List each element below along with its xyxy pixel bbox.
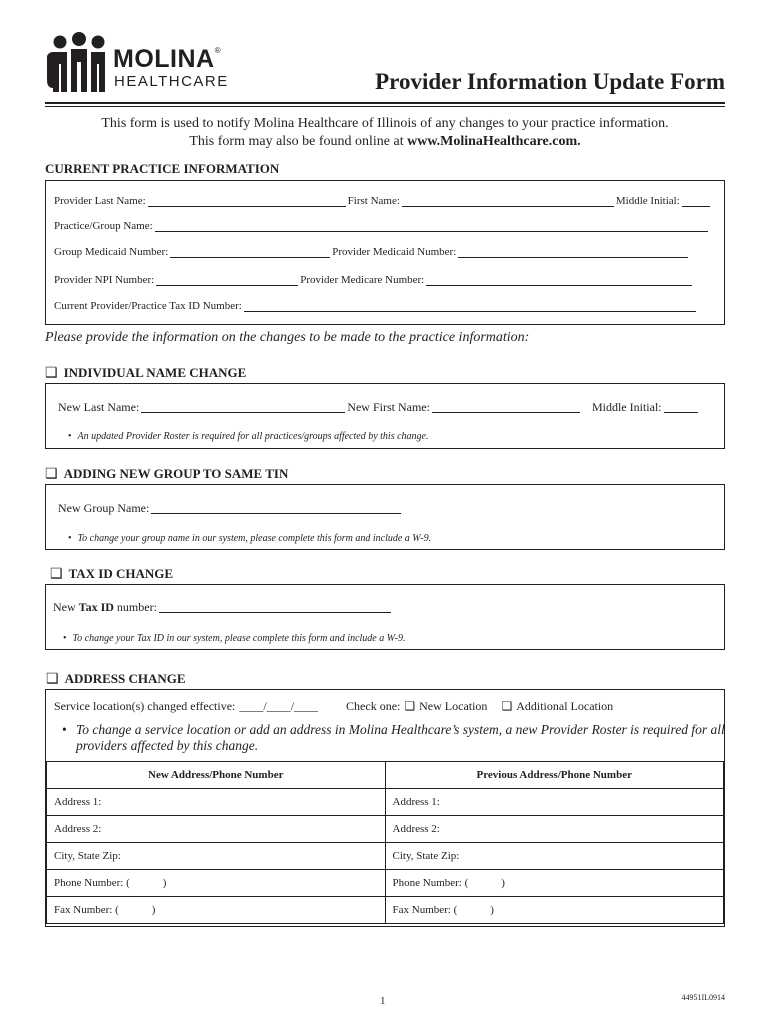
tax-id-change-checkbox[interactable]: ❑: [50, 567, 63, 582]
previous-address-column-header: Previous Address/Phone Number: [385, 762, 724, 789]
new-address-column-header: New Address/Phone Number: [47, 762, 386, 789]
tax-id-change-heading: [50, 567, 173, 582]
new-name-row: [58, 401, 700, 413]
intro-line-2: This form may also be found online at www.MolinaHealthcare.com.: [189, 134, 581, 149]
additional-location-checkbox[interactable]: ❑: [501, 699, 513, 713]
new-middle-initial-label: Middle Initial:: [591, 400, 662, 414]
first-name-field[interactable]: [402, 197, 614, 207]
new-first-name-field[interactable]: [432, 403, 580, 413]
middle-initial-label: Middle Initial:: [615, 195, 680, 207]
tax-id-label: Current Provider/Practice Tax ID Number:: [54, 300, 242, 312]
current-practice-box: [45, 180, 725, 325]
new-location-checkbox[interactable]: ❑: [404, 699, 416, 713]
address-change-title: ADDRESS CHANGE: [64, 671, 186, 686]
new-tax-id-field[interactable]: [159, 603, 391, 613]
provider-last-name-field[interactable]: [148, 197, 346, 207]
intro-line-1: This form is used to notify Molina Healthcare of Illinois of any changes to your practice information.: [101, 116, 669, 131]
instructions-text: Please provide the information on the changes to be made to the practice information:: [45, 330, 530, 345]
previous-fax-cell[interactable]: Fax Number: ( ): [385, 897, 724, 924]
provider-medicare-field[interactable]: [426, 276, 692, 286]
address-change-checkbox[interactable]: ❑: [46, 672, 59, 687]
new-group-checkbox[interactable]: ❑: [45, 467, 58, 482]
new-middle-initial-field[interactable]: [664, 403, 698, 413]
group-medicaid-label: Group Medicaid Number:: [54, 246, 169, 258]
address-change-note: • To change a service location or add an address in Molina Healthcare’s system, a new Provider Roster is required for all providers affected by this change.: [62, 722, 725, 753]
new-phone-cell[interactable]: Phone Number: ( ): [47, 870, 386, 897]
effective-date-field[interactable]: ____/____/____: [239, 699, 319, 713]
new-tax-id-label: New Tax ID number:: [53, 600, 157, 614]
effective-date-label: Service location(s) changed effective:: [54, 699, 236, 713]
website-link[interactable]: www.MolinaHealthcare.com.: [407, 134, 581, 149]
new-location-label: New Location: [419, 699, 488, 713]
tax-id-field[interactable]: [244, 302, 696, 312]
logo-wordmark-healthcare: HEALTHCARE: [114, 73, 229, 90]
previous-phone-cell[interactable]: Phone Number: ( ): [385, 870, 724, 897]
provider-name-row: [54, 196, 712, 207]
people-icon: [45, 32, 113, 94]
tax-id-change-note: • To change your Tax ID in our system, please complete this form and include a W-9.: [63, 633, 406, 644]
provider-medicare-label: Provider Medicare Number:: [300, 274, 425, 286]
logo-wordmark-molina: MOLINA®: [113, 45, 222, 73]
previous-city-state-zip-cell[interactable]: City, State Zip:: [385, 843, 724, 870]
new-address-2-cell[interactable]: Address 2:: [47, 816, 386, 843]
new-city-state-zip-cell[interactable]: City, State Zip:: [47, 843, 386, 870]
new-address-1-cell[interactable]: Address 1:: [47, 789, 386, 816]
new-group-title: ADDING NEW GROUP TO SAME TIN: [63, 466, 289, 481]
npi-medicare-row: [54, 275, 694, 286]
new-group-row: [58, 502, 403, 514]
name-change-checkbox[interactable]: ❑: [45, 366, 58, 381]
new-tax-id-row: [53, 601, 393, 613]
address-change-heading: [46, 672, 186, 687]
current-practice-heading: CURRENT PRACTICE INFORMATION: [45, 161, 280, 176]
table-row: [47, 843, 724, 870]
new-fax-cell[interactable]: Fax Number: ( ): [47, 897, 386, 924]
molina-logo: [45, 32, 245, 94]
tax-id-row: [54, 301, 698, 312]
name-change-heading: [45, 366, 246, 381]
new-group-heading: [45, 467, 288, 482]
new-group-box: [45, 484, 725, 550]
name-change-title: INDIVIDUAL NAME CHANGE: [63, 365, 247, 380]
table-row: [47, 789, 724, 816]
new-group-note: • To change your group name in our system, please complete this form and include a W-9.: [68, 533, 432, 544]
middle-initial-field[interactable]: [682, 197, 710, 207]
table-row: [47, 816, 724, 843]
table-row: [47, 870, 724, 897]
new-last-name-label: New Last Name:: [58, 400, 140, 414]
page-number: 1: [380, 995, 386, 1007]
new-last-name-field[interactable]: [141, 403, 345, 413]
provider-medicaid-field[interactable]: [458, 248, 688, 258]
document-id: 44951IL0914: [681, 993, 725, 1002]
additional-location-label: Additional Location: [516, 699, 614, 713]
tax-id-change-title: TAX ID CHANGE: [68, 566, 174, 581]
address-table: [46, 761, 724, 924]
effective-date-row: [54, 700, 613, 712]
practice-group-name-field[interactable]: [155, 222, 708, 232]
check-one-label: Check one:: [346, 699, 401, 713]
medicaid-row: [54, 247, 690, 258]
name-change-note: • An updated Provider Roster is required for all practices/groups affected by this change.: [68, 431, 429, 442]
practice-group-name-label: Practice/Group Name:: [54, 220, 153, 232]
previous-address-2-cell[interactable]: Address 2:: [385, 816, 724, 843]
table-row: [47, 897, 724, 924]
provider-medicaid-label: Provider Medicaid Number:: [332, 246, 457, 258]
new-group-name-field[interactable]: [151, 504, 401, 514]
first-name-label: First Name:: [347, 195, 400, 207]
form-title: Provider Information Update Form: [375, 69, 725, 94]
title-divider: [45, 102, 725, 107]
name-change-box: [45, 383, 725, 449]
practice-group-row: [54, 221, 710, 232]
provider-npi-label: Provider NPI Number:: [54, 274, 155, 286]
previous-address-1-cell[interactable]: Address 1:: [385, 789, 724, 816]
new-group-name-label: New Group Name:: [58, 501, 150, 515]
new-first-name-label: New First Name:: [347, 400, 430, 414]
tax-id-change-box: [45, 584, 725, 650]
group-medicaid-field[interactable]: [170, 248, 330, 258]
provider-npi-field[interactable]: [156, 276, 298, 286]
provider-last-name-label: Provider Last Name:: [54, 195, 146, 207]
address-table-header: [47, 762, 724, 789]
